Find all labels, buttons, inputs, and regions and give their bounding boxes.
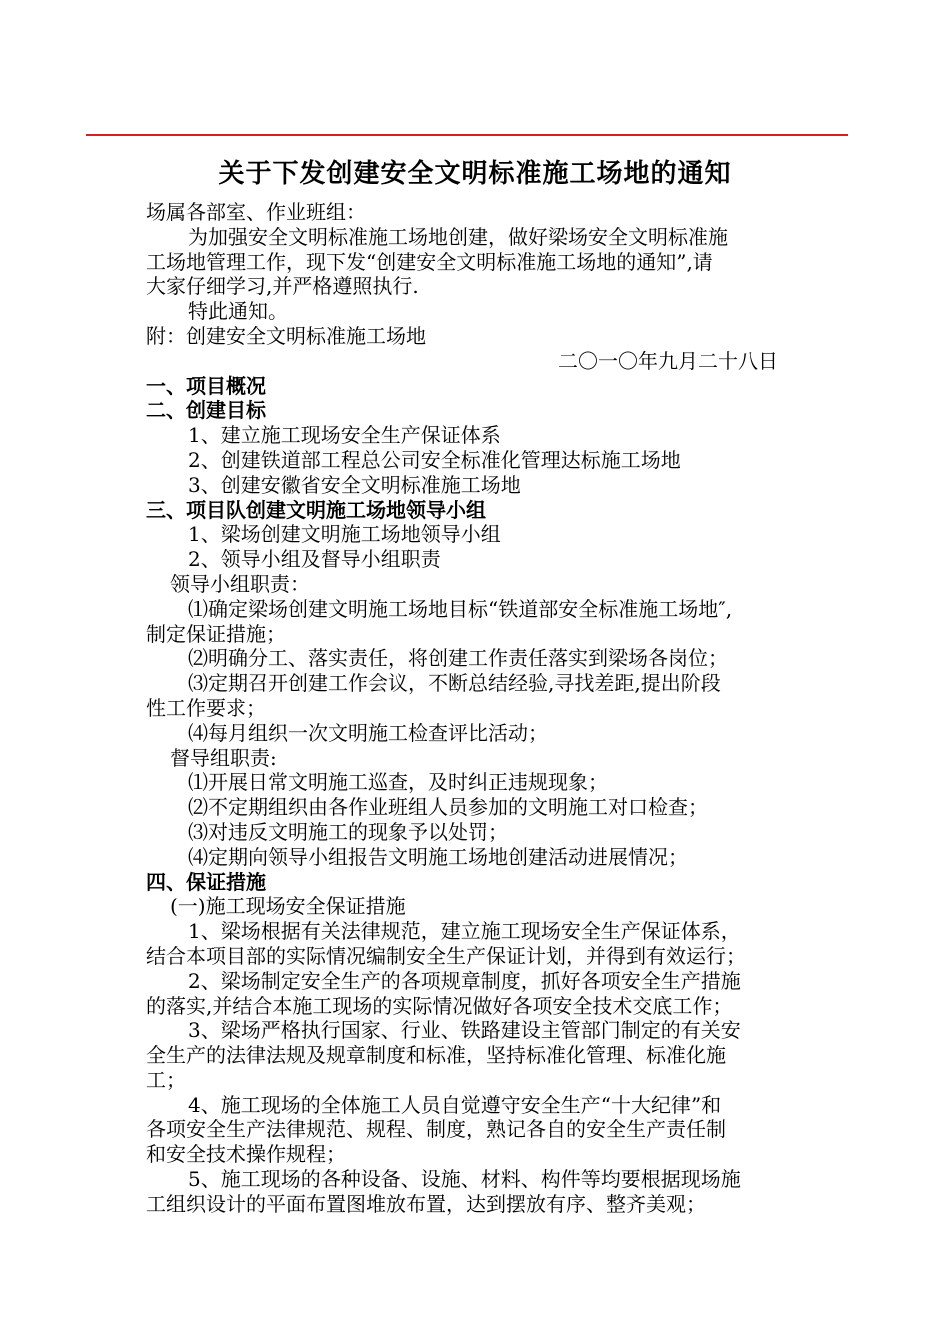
intro-line: 大家仔细学习,并严格遵照执行. [146,274,419,299]
intro-line: 工场地管理工作，现下发“创建安全文明标准施工场地的通知”,请 [146,249,713,274]
measure-line: 全生产的法律法规及规章制度和标准，坚持标准化管理、标准化施 [146,1043,726,1068]
attachment-line: 附：创建安全文明标准施工场地 [146,323,426,348]
leader-duty-line: ⑴确定梁场创建文明施工场地目标“铁道部安全标准施工场地″, [188,596,733,621]
goal-item: 2、创建铁道部工程总公司安全标准化管理达标施工场地 [188,447,681,472]
salutation: 场属各部室、作业班组： [146,200,366,224]
supervisor-duty-line: ⑴开展日常文明施工巡查，及时纠正违规现象； [188,770,608,795]
supervisor-duty-line: ⑷定期向领导小组报告文明施工场地创建活动进展情况； [188,844,688,869]
leader-duty-line: 性工作要求； [146,695,266,720]
measure-line: 3、梁场严格执行国家、行业、铁路建设主管部门制定的有关安 [188,1018,741,1043]
document-title: 关于下发创建安全文明标准施工场地的通知 [218,159,732,189]
measure-line: 2、梁场制定安全生产的各项规章制度，抓好各项安全生产措施 [188,968,741,993]
supervisor-duties-label: 督导组职责: [170,745,277,770]
leader-duty-line: ⑵明确分工、落实责任，将创建工作责任落实到梁场各岗位； [188,646,728,671]
goal-item: 1、建立施工现场安全生产保证体系 [188,423,501,448]
supervisor-duty-line: ⑶对违反文明施工的现象予以处罚； [188,819,508,844]
intro-line: 为加强安全文明标准施工场地创建，做好梁场安全文明标准施 [188,224,728,249]
measure-line: 工； [146,1067,186,1092]
measure-line: 工组织设计的平面布置图堆放布置，达到摆放有序、整齐美观； [146,1191,706,1216]
header-red-rule [86,134,848,136]
goal-item: 3、创建安徽省安全文明标准施工场地 [188,472,521,497]
measure-line: 的落实,并结合本施工现场的实际情况做好各项安全技术交底工作； [146,993,733,1018]
measure-line: 1、梁场根据有关法律规范，建立施工现场安全生产保证体系， [188,919,741,944]
document-body [146,200,826,1217]
measure-line: 和安全技术操作规程； [146,1142,346,1167]
section-heading: 三、项目队创建文明施工场地领导小组 [146,497,486,522]
section-heading: 一、项目概况 [146,373,266,398]
supervisor-duty-line: ⑵不定期组织由各作业班组人员参加的文明施工对口检查； [188,795,708,820]
section-heading: 二、创建目标 [146,398,266,423]
leader-duties-label: 领导小组职责： [170,571,310,596]
notice-line: 特此通知。 [188,299,288,324]
section-heading: 四、保证措施 [146,869,266,894]
leader-duty-line: ⑷每月组织一次文明施工检查评比活动； [188,720,548,745]
group-item: 1、梁场创建文明施工场地领导小组 [188,522,501,547]
measure-line: 结合本项目部的实际情况编制安全生产保证计划，并得到有效运行； [146,943,746,968]
measure-line: 5、施工现场的各种设备、设施、材料、构件等均要根据现场施 [188,1167,741,1192]
measure-line: 4、施工现场的全体施工人员自觉遵守安全生产“十大纪律”和 [188,1092,722,1117]
measure-line: 各项安全生产法律规范、规程、制度，熟记各自的安全生产责任制 [146,1117,726,1142]
subsection-heading: (一)施工现场安全保证措施 [170,894,406,919]
leader-duty-line: ⑶定期召开创建工作会议，不断总结经验,寻找差距,提出阶段 [188,671,721,696]
group-item: 2、领导小组及督导小组职责 [188,547,441,572]
leader-duty-line: 制定保证措施； [146,621,286,646]
issue-date: 二〇一〇年九月二十八日 [558,348,778,373]
